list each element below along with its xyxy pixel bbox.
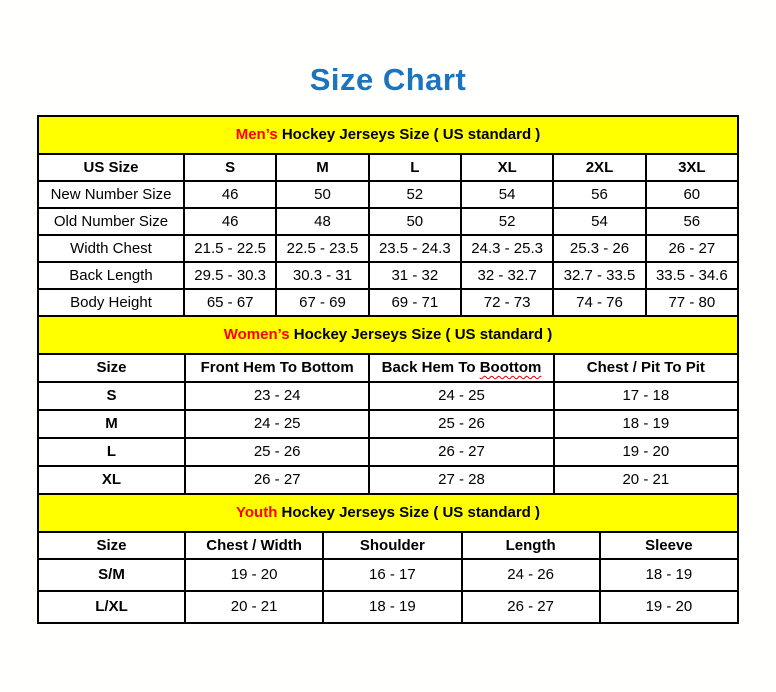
value-cell: 25 - 26 [369, 410, 553, 438]
column-header-shoulder: Shoulder [323, 532, 461, 559]
table-row-width-chest [38, 235, 738, 262]
men-section-header [38, 116, 738, 154]
men-column-header-row [38, 154, 738, 181]
row-label-cell: S/M [38, 559, 185, 591]
table-row-back-length [38, 262, 738, 289]
table-row-women-m [38, 410, 738, 438]
row-label-cell: Old Number Size [38, 208, 184, 235]
column-header-length: Length [462, 532, 600, 559]
value-cell: 46 [184, 181, 276, 208]
value-cell: 29.5 - 30.3 [184, 262, 276, 289]
table-row-women-s [38, 382, 738, 410]
value-cell: 48 [276, 208, 368, 235]
value-cell: 22.5 - 23.5 [276, 235, 368, 262]
value-cell: 60 [646, 181, 738, 208]
value-cell: 72 - 73 [461, 289, 553, 316]
value-cell: 24 - 26 [462, 559, 600, 591]
value-cell: 20 - 21 [554, 466, 738, 494]
value-cell: 17 - 18 [554, 382, 738, 410]
column-header-back-hem [369, 354, 553, 382]
women-column-header-row [38, 354, 738, 382]
column-header-sleeve: Sleeve [600, 532, 738, 559]
column-header-xl: XL [461, 154, 553, 181]
value-cell: 65 - 67 [184, 289, 276, 316]
value-cell: 54 [553, 208, 645, 235]
value-cell: 19 - 20 [554, 438, 738, 466]
row-label-cell: L [38, 438, 185, 466]
men-section-accent: Men’s [235, 126, 278, 144]
value-cell: 20 - 21 [185, 591, 323, 623]
youth-section-title-rest: Hockey Jerseys Size ( US standard ) [277, 504, 540, 522]
youth-section-header-row [38, 494, 738, 532]
value-cell: 69 - 71 [369, 289, 461, 316]
women-section-header-row [38, 316, 738, 354]
row-label-cell: Back Length [38, 262, 184, 289]
value-cell: 67 - 69 [276, 289, 368, 316]
row-label-cell: S [38, 382, 185, 410]
back-hem-label-prefix: Back Hem To [381, 359, 480, 377]
column-header-us-size: US Size [38, 154, 184, 181]
column-header-3xl: 3XL [646, 154, 738, 181]
page-title: Size Chart [309, 62, 467, 97]
table-row-youth-lxl [38, 591, 738, 623]
row-label-cell: Width Chest [38, 235, 184, 262]
value-cell: 56 [646, 208, 738, 235]
value-cell: 26 - 27 [369, 438, 553, 466]
value-cell: 32.7 - 33.5 [553, 262, 645, 289]
value-cell: 56 [553, 181, 645, 208]
column-header-s: S [184, 154, 276, 181]
value-cell: 23 - 24 [185, 382, 369, 410]
row-label-cell: XL [38, 466, 185, 494]
value-cell: 24 - 25 [369, 382, 553, 410]
row-label-cell: New Number Size [38, 181, 184, 208]
column-header-m: M [276, 154, 368, 181]
value-cell: 18 - 19 [554, 410, 738, 438]
table-row-new-number-size [38, 181, 738, 208]
value-cell: 26 - 27 [462, 591, 600, 623]
row-label-cell: L/XL [38, 591, 185, 623]
value-cell: 46 [184, 208, 276, 235]
value-cell: 77 - 80 [646, 289, 738, 316]
column-header-l: L [369, 154, 461, 181]
value-cell: 26 - 27 [646, 235, 738, 262]
value-cell: 23.5 - 24.3 [369, 235, 461, 262]
value-cell: 50 [369, 208, 461, 235]
column-header-front-hem: Front Hem To Bottom [185, 354, 369, 382]
value-cell: 52 [461, 208, 553, 235]
column-header-chest-width: Chest / Width [185, 532, 323, 559]
value-cell: 16 - 17 [323, 559, 461, 591]
table-row-body-height [38, 289, 738, 316]
value-cell: 24 - 25 [185, 410, 369, 438]
men-section-title-rest: Hockey Jerseys Size ( US standard ) [277, 126, 541, 144]
value-cell: 74 - 76 [553, 289, 645, 316]
value-cell: 25.3 - 26 [553, 235, 645, 262]
table-row-old-number-size [38, 208, 738, 235]
table-row-women-l [38, 438, 738, 466]
youth-size-table [37, 493, 739, 624]
row-label-cell: M [38, 410, 185, 438]
value-cell: 52 [369, 181, 461, 208]
value-cell: 18 - 19 [323, 591, 461, 623]
value-cell: 30.3 - 31 [276, 262, 368, 289]
value-cell: 27 - 28 [369, 466, 553, 494]
women-section-accent: Women’s [223, 326, 290, 344]
column-header-size: Size [38, 532, 185, 559]
table-row-youth-sm [38, 559, 738, 591]
value-cell: 31 - 32 [369, 262, 461, 289]
table-row-women-xl [38, 466, 738, 494]
column-header-chest-pit: Chest / Pit To Pit [554, 354, 738, 382]
column-header-size: Size [38, 354, 185, 382]
value-cell: 25 - 26 [185, 438, 369, 466]
value-cell: 32 - 32.7 [461, 262, 553, 289]
youth-section-header [38, 494, 738, 532]
value-cell: 50 [276, 181, 368, 208]
youth-section-accent: Youth [236, 504, 278, 522]
value-cell: 54 [461, 181, 553, 208]
value-cell: 26 - 27 [185, 466, 369, 494]
youth-column-header-row [38, 532, 738, 559]
value-cell: 19 - 20 [600, 591, 738, 623]
value-cell: 24.3 - 25.3 [461, 235, 553, 262]
women-section-header [38, 316, 738, 354]
women-section-title-rest: Hockey Jerseys Size ( US standard ) [289, 326, 553, 344]
column-header-2xl: 2XL [553, 154, 645, 181]
men-size-table [37, 115, 739, 317]
men-section-header-row [38, 116, 738, 154]
value-cell: 19 - 20 [185, 559, 323, 591]
value-cell: 33.5 - 34.6 [646, 262, 738, 289]
value-cell: 18 - 19 [600, 559, 738, 591]
women-size-table [37, 315, 739, 495]
row-label-cell: Body Height [38, 289, 184, 316]
back-hem-misspelled-word: Boottom [479, 359, 542, 377]
value-cell: 21.5 - 22.5 [184, 235, 276, 262]
